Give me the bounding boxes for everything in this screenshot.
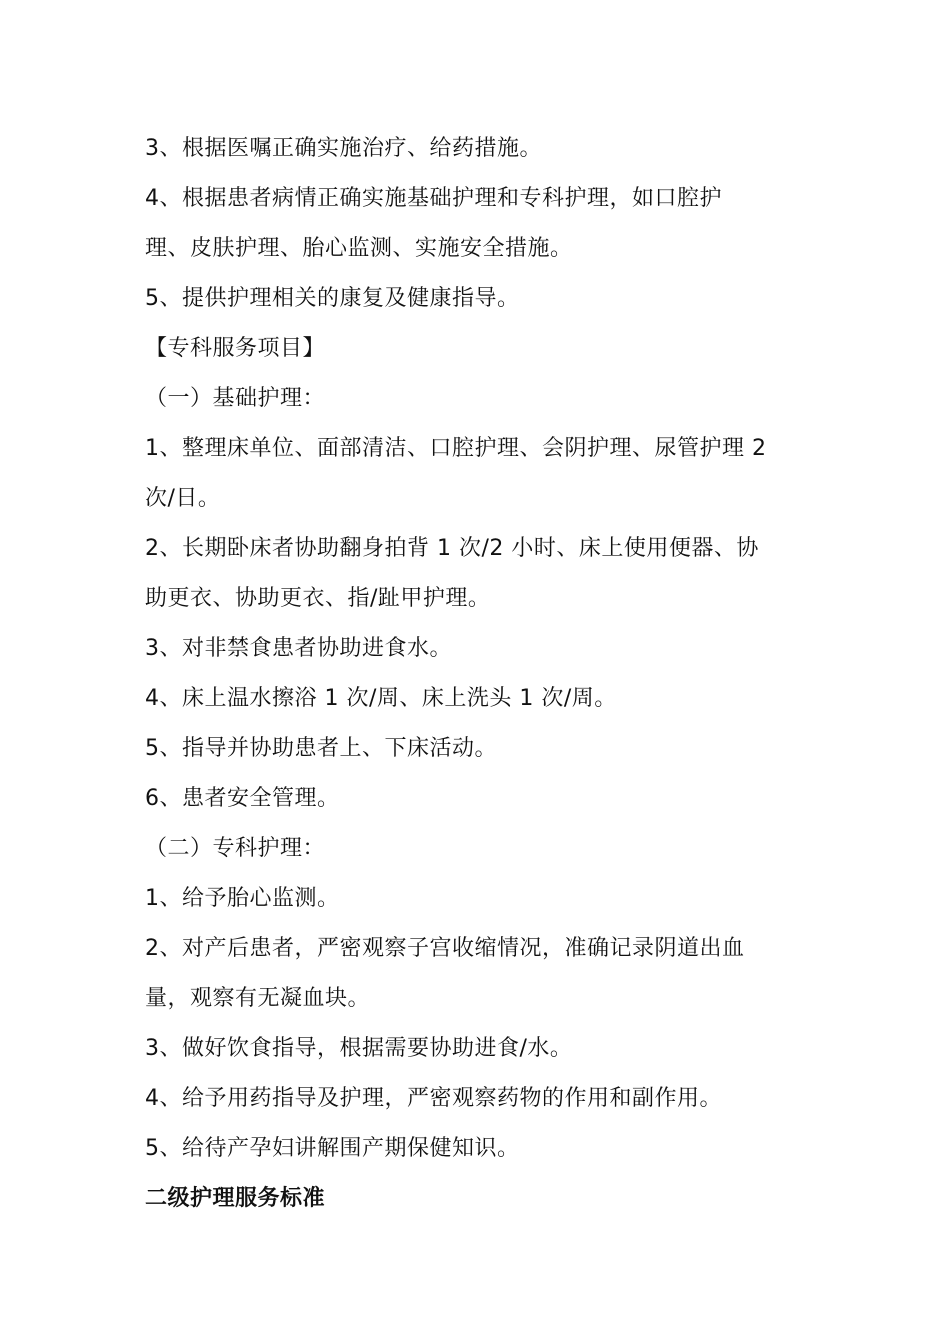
text-line: 助更衣、协助更衣、指/趾甲护理。	[145, 586, 491, 611]
text-line: 1、给予胎心监测。	[145, 886, 340, 911]
text-line: 6、患者安全管理。	[145, 786, 340, 811]
text-line: 5、提供护理相关的康复及健康指导。	[145, 286, 520, 311]
text-line: 4、床上温水擦浴 1 次/周、床上洗头 1 次/周。	[145, 686, 617, 711]
text-line: 2、对产后患者，严密观察子宫收缩情况，准确记录阴道出血	[145, 936, 745, 961]
text-line: 1、整理床单位、面部清洁、口腔护理、会阴护理、尿管护理 2	[145, 436, 767, 461]
text-line: 3、根据医嘱正确实施治疗、给药措施。	[145, 136, 542, 161]
section-label: 【专科服务项目】	[145, 336, 326, 361]
subsection-label: （一）基础护理：	[145, 386, 326, 411]
text-line: 5、指导并协助患者上、下床活动。	[145, 736, 497, 761]
text-line: 4、给予用药指导及护理，严密观察药物的作用和副作用。	[145, 1086, 722, 1111]
text-line: 次/日。	[145, 486, 221, 511]
text-line: 2、长期卧床者协助翻身拍背 1 次/2 小时、床上使用便器、协	[145, 536, 759, 561]
subsection-label: （二）专科护理：	[145, 836, 326, 861]
document-body	[145, 124, 825, 1224]
text-line: 量，观察有无凝血块。	[145, 986, 371, 1011]
text-line: 理、皮肤护理、胎心监测、实施安全措施。	[145, 236, 573, 261]
text-line: 3、做好饮食指导，根据需要协助进食/水。	[145, 1036, 573, 1061]
text-line: 4、根据患者病情正确实施基础护理和专科护理，如口腔护	[145, 186, 722, 211]
section-heading: 二级护理服务标准	[145, 1186, 326, 1211]
text-line: 3、对非禁食患者协助进食水。	[145, 636, 452, 661]
text-line: 5、给待产孕妇讲解围产期保健知识。	[145, 1136, 520, 1161]
